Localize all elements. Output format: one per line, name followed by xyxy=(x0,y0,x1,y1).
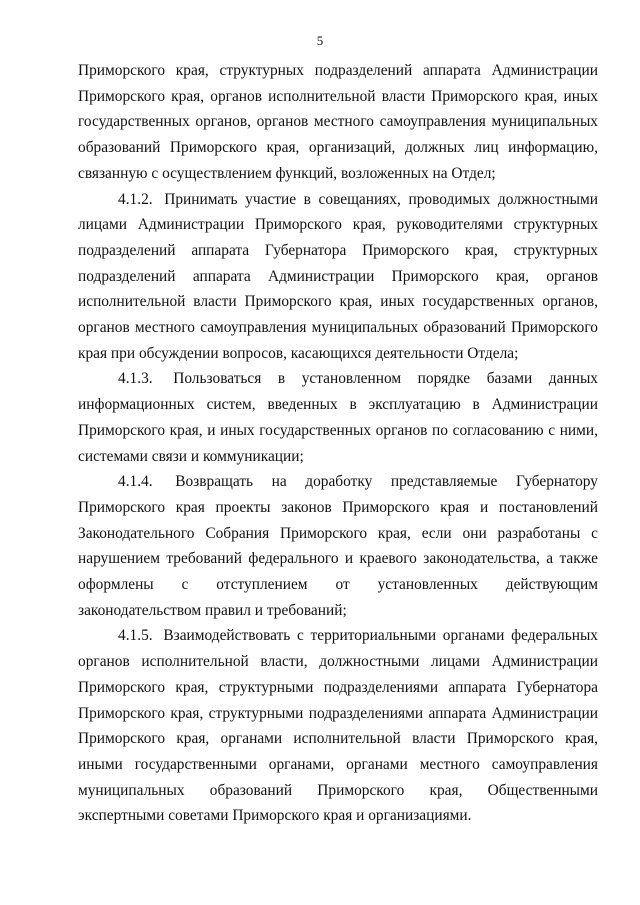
page-number: 5 xyxy=(316,33,324,48)
paragraph-text: Приморского края, структурных подразделений аппарата Администрации Приморского края, органов исполнительной власти Приморского края, иных государственных органов, органов местного самоуправления муниципальных образований Приморского края, организаций, должных лиц информацию, связанную с осуществлением функций, возложенных на Отдел; xyxy=(78,62,598,182)
paragraph-number: 4.1.2. xyxy=(118,190,153,208)
paragraph-4-1-2 xyxy=(78,187,598,367)
paragraph-text: Принимать участие в совещаниях, проводимых должностными лицами Администрации Приморского края, руководителями структурных подразделений аппарата Губернатора Приморского края, структурных подразделений аппарата Администрации Приморского края, органов исполнительной власти Приморского края, иных государственных органов, органов местного самоуправления муниципальных образований Приморского края при обсуждении вопросов, касающихся деятельности Отдела; xyxy=(78,190,598,362)
paragraph-text: Возвращать на доработку представляемые Губернатору Приморского края проекты законов Приморского края и постановлений Законодательного Собрания Приморского края, если они разработаны с нарушением требований федерального и краевого законодательства, а также оформлены с отступлением от установленных действующим законодательством правил и требований; xyxy=(78,473,598,619)
paragraph-number: 4.1.3. xyxy=(118,370,153,388)
paragraph-text: Взаимодействовать с территориальными органами федеральных органов исполнительной власти, должностными лицами Администрации Приморского края, структурными подразделениями аппарата Губернатора Приморского края, структурными подразделениями аппарата Администрации Приморского края, органами исполнительной власти Приморского края, иными государственными органами, органами местного самоуправления муниципальных образований Приморского края, Общественными экспертными советами Приморского края и организациями. xyxy=(78,627,598,825)
document-body xyxy=(78,58,598,829)
paragraph-4-1-4 xyxy=(78,469,598,623)
paragraph-text: Пользоваться в установленном порядке базами данных информационных систем, введенных в эксплуатацию в Администрации Приморского края, и иных государственных органов по согласованию с ними, системами связи и коммуникации; xyxy=(78,370,598,465)
paragraph-4-1-5 xyxy=(78,623,598,829)
paragraph-continuation xyxy=(78,58,598,187)
paragraph-number: 4.1.4. xyxy=(118,473,153,491)
paragraph-4-1-3 xyxy=(78,366,598,469)
paragraph-number: 4.1.5. xyxy=(118,627,153,645)
